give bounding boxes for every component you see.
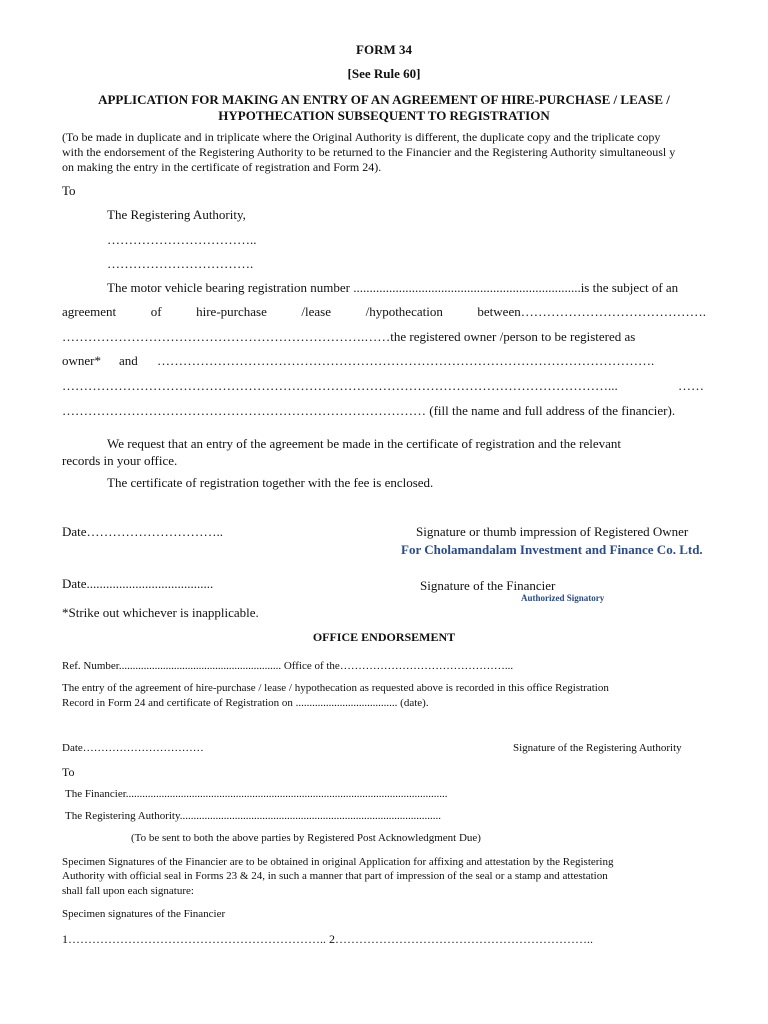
- specimen-line-2: Authority with official seal in Forms 23 & 24, in such a manner that part of impression of the seal or a stamp and attestation: [62, 870, 608, 882]
- para1-line-5-dots: ………………………………………………………………………………………………………………...: [62, 378, 618, 393]
- strike-note: *Strike out whichever is inapplicable.: [62, 605, 259, 620]
- para1-line-1: The motor vehicle bearing registration number ......................................................................is the subject of an: [107, 280, 679, 295]
- note-line-3: on making the entry in the certificate of registration and Form 24).: [62, 160, 382, 174]
- para1-line-6: ………………………………………………………………………… (fill the name and full address of the financier).: [62, 403, 676, 418]
- date-financier: Date.......................................: [62, 576, 214, 591]
- word: agreement: [62, 304, 117, 319]
- note-line-2: with the endorsement of the Registering Authority to be returned to the Financier and the Registering Authority simultaneousl y: [62, 145, 676, 159]
- rule-reference: [See Rule 60]: [347, 66, 421, 81]
- specimen-line-1: Specimen Signatures of the Financier are to be obtained in original Application for affixing and attestation by the Registering: [62, 856, 614, 868]
- title-line-1: APPLICATION FOR MAKING AN ENTRY OF AN AGREEMENT OF HIRE-PURCHASE / LEASE /: [98, 92, 670, 107]
- office-endorsement-heading: OFFICE ENDORSEMENT: [312, 630, 456, 644]
- word: /hypothecation: [365, 304, 443, 319]
- specimen-line-3: shall fall upon each signature:: [62, 885, 194, 897]
- office-date: Date……………………………: [62, 742, 204, 754]
- entry-line-2: Record in Form 24 and certificate of Registration on ..................................... (date).: [62, 697, 429, 709]
- para2-line-1: We request that an entry of the agreement be made in the certificate of registration and the relevant: [107, 436, 622, 451]
- word: of: [150, 304, 162, 319]
- para3: The certificate of registration together with the fee is enclosed.: [107, 475, 434, 490]
- specimen-heading: Specimen signatures of the Financier: [62, 908, 226, 920]
- post-note: (To be sent to both the above parties by Registered Post Acknowledgment Due): [131, 832, 481, 844]
- address-dots-1: ……………………………..: [107, 232, 257, 247]
- office-to: To: [62, 765, 75, 779]
- title-line-2: HYPOTHECATION SUBSEQUENT TO REGISTRATION: [218, 108, 550, 123]
- specimen-signature-slots: 1……………………………………………………….. 2………………………………………………………..: [62, 932, 593, 946]
- word: /lease: [301, 304, 332, 319]
- financier-signature-label: Signature of the Financier: [420, 578, 556, 593]
- form-number: FORM 34: [356, 42, 412, 57]
- entry-line-1: The entry of the agreement of hire-purchase / lease / hypothecation as requested above is recorded in this office Registration: [62, 682, 609, 694]
- address-dots-2: …………………………….: [107, 256, 254, 271]
- para1-line-3: …………………………………………………………….……the registered owner /person to be registered as: [62, 329, 636, 344]
- note-line-1: (To be made in duplicate and in triplicate where the Original Authority is different, the duplicate copy and the triplicate copy: [62, 130, 661, 144]
- para1-line-2: [62, 304, 706, 320]
- para2-line-2: records in your office.: [62, 453, 178, 468]
- word: hire-purchase: [196, 304, 267, 319]
- date-owner: Date…………………………..: [62, 524, 224, 539]
- authorized-signatory: Authorized Signatory: [521, 593, 605, 603]
- para1-owner: owner*: [62, 353, 101, 368]
- financier-line: The Financier.....................................................................................................................: [65, 788, 448, 800]
- registering-authority-address: The Registering Authority,: [107, 207, 246, 222]
- word: between…………………………………….: [477, 304, 706, 319]
- company-name: For Cholamandalam Investment and Finance Co. Ltd.: [401, 542, 703, 557]
- registering-authority-signature: Signature of the Registering Authority: [513, 742, 682, 754]
- ref-number-line: Ref. Number........................................................... Office of the………………………………………...: [62, 660, 514, 672]
- para1-line-4-dots: …………………………………………………………………………………………………….: [157, 353, 655, 368]
- to-label: To: [62, 183, 76, 198]
- owner-signature-label: Signature or thumb impression of Registered Owner: [416, 524, 689, 539]
- para1-line-5-tail: ……: [678, 378, 704, 393]
- registering-authority-line: The Registering Authority...............................................................................................: [65, 810, 442, 822]
- para1-and: and: [119, 353, 138, 368]
